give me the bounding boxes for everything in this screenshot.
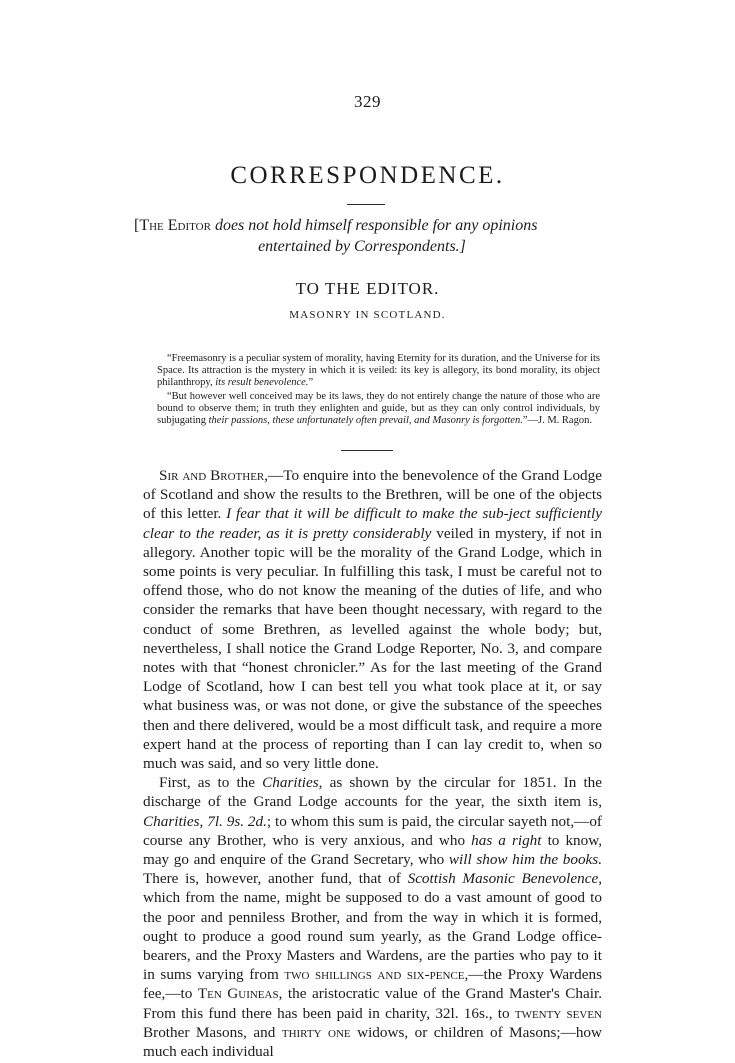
disclaimer-bracket: [ xyxy=(134,217,140,234)
disclaimer-line-2: entertained by Correspondents.] xyxy=(258,238,466,255)
paragraph-text: ,—the Proxy Wardens fee,—to xyxy=(143,966,602,1003)
disclaimer-editor: The Editor xyxy=(139,217,211,234)
epigraph-quote-2 xyxy=(157,391,600,427)
letter-body xyxy=(143,466,602,1061)
page-number: 329 xyxy=(354,92,381,111)
paragraph-smallcaps: thirty one xyxy=(281,1023,351,1041)
editor-disclaimer xyxy=(134,215,618,257)
epigraph-quote-1 xyxy=(157,353,600,389)
paragraph-italic: has a right xyxy=(471,831,542,849)
paragraph-text: widows, or children of Masons;—how much each individual xyxy=(143,1023,602,1061)
paragraph-text: veiled in mystery, if not in allegory. Another topic will be the morality of the Grand Lodge, which in some points is very peculiar. In fulfilling this task, I must be careful not to offend those, who do not know the meaning of the duties of life, and who consider the remarks that have been thought necessary, with regard to the conduct of some Brethren, as levelled against the whole body; but, nevertheless, I shall notice the Grand Lodge Reporter, No. 3, and compare notes with that “honest chronicler.” As for the last meeting of the Grand Lodge of Scotland, how I can best tell you what took place at it, or say what business was, or was not done, or give the substance of the speeches then and there delivered, would be a most difficult task, and require a more expert hand at the process of reporting than I can lay credit to, when so much was said, and so very little done. xyxy=(143,524,602,773)
disclaimer-line-1: does not hold himself responsible for any opinions xyxy=(210,217,538,234)
divider-rule xyxy=(341,450,393,451)
divider-rule xyxy=(347,204,385,205)
paragraph-italic: Charities, 7l. 9s. 2d. xyxy=(143,812,267,830)
paragraph-text: There is, however, another fund, that of xyxy=(143,870,408,888)
paragraph-smallcaps: twenty seven xyxy=(514,1004,603,1022)
epigraph-2-attribution: ”—J. M. Ragon. xyxy=(522,415,592,426)
paragraph xyxy=(143,773,602,1061)
paragraph-text: , the aristocratic value of the Grand Master's Chair. From this fund there has been paid in charity, 32l. 16s., to xyxy=(143,985,602,1022)
epigraph-2-text: “But however well conceived may be its laws, they do not entirely change the nature of those who are bound to observe them; in truth they enlighten and guide, but as they can only control individuals, by subjugating xyxy=(157,391,600,426)
paragraph-italic: will show him the books. xyxy=(448,851,602,869)
epigraph-1-text: “Freemasonry is a peculiar system of morality, having Eternity for its duration, and the Universe for its Space. Its attraction is the mystery in which it is veiled: its key is allegory, its bond morality, its object philanthropy, xyxy=(157,353,600,388)
section-title: CORRESPONDENCE. xyxy=(230,162,505,189)
paragraph-text: ; to whom this sum is paid, the circular sayeth not,—of course any Brother, who is very anxious, and who xyxy=(143,812,602,849)
paragraph-text: to know, may go and enquire of the Grand Secretary, who xyxy=(143,831,603,869)
letter-subtitle: MASONRY IN SCOTLAND. xyxy=(289,309,446,321)
paragraph-italic: Scottish Masonic Benevolence, xyxy=(407,870,602,888)
paragraph-smallcaps: Ten Guineas xyxy=(197,985,279,1003)
paragraph-text: —To enquire into the benevolence of the Grand Lodge of Scotland and show the results to the Brethren, will be one of the objects of this letter. xyxy=(143,467,602,523)
epigraph-2-italic: their passions, these unfortunately often prevail, and Masonry is forgotten. xyxy=(208,415,523,426)
paragraph-text: which from the name, might be supposed to do a vast amount of good to the poor and penniless Brother, and from the way in which it is formed, ought to produce a good round sum yearly, as the Grand Lodge office-bearers, and the Proxy Masters and Wardens, are the parties who pay to it in sums varying from xyxy=(143,889,602,984)
paragraph-italic: Charities xyxy=(262,774,319,792)
epigraph-1-italic: its result benevolence. xyxy=(215,377,309,388)
paragraph-text: , as shown by the circular for 1851. In the discharge of the Grand Lodge accounts for the year, the sixth item is, xyxy=(143,774,602,811)
addressee-heading: TO THE EDITOR. xyxy=(295,279,440,298)
paragraph-text: Brother Masons, and xyxy=(143,1023,282,1041)
paragraph xyxy=(143,466,602,773)
paragraph-smallcaps: two shillings and six-pence xyxy=(284,966,465,984)
epigraph-1-close: ” xyxy=(308,377,314,388)
paragraph-italic: I fear that it will be difficult to make the sub-ject sufficiently clear to the reader, as it is xyxy=(143,505,602,542)
paragraph-italic: pretty considerably xyxy=(313,524,432,542)
paragraph-text: First, as to the xyxy=(159,774,263,792)
salutation: Sir and Brother, xyxy=(159,467,269,484)
